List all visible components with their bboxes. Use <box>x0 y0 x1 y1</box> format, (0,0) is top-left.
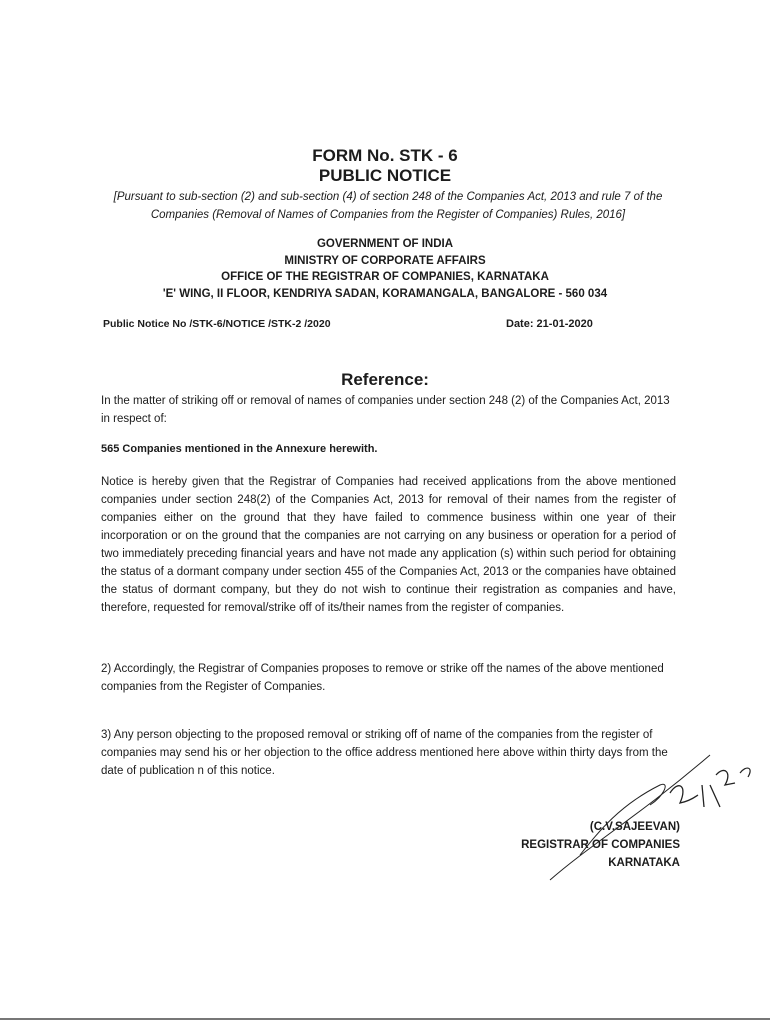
form-title: FORM No. STK - 6 <box>312 146 458 165</box>
signatory-block <box>500 818 680 872</box>
office-line-government: GOVERNMENT OF INDIA <box>316 238 454 250</box>
companies-count-line: 565 Companies mentioned in the Annexure herewith. <box>101 443 378 455</box>
reference-heading: Reference: <box>341 370 429 389</box>
notice-paragraph-1: Notice is hereby given that the Registrar of Companies had received applications from the above mentioned companies under section 248(2) of the Companies Act, 2013 for removal of their names from the register of companies either on the ground that they have failed to commence business within one year of their incorporation or on the ground that the companies are not carrying on any business or operation for a period of two immediately preceding financial years and have not made any application (s) within such period for obtaining the status of a dormant company under section 455 of the Companies Act, 2013 or the companies have obtained the status of dormant company, but they do not wish to continue their registration as companies and have, therefore, requested for removal/strike off of its/their names from the register of companies. <box>101 476 676 614</box>
reference-intro: In the matter of striking off or removal of names of companies under section 248 (2) of the Companies Act, 2013 in respect of: <box>101 395 670 425</box>
notice-date: Date: 21-01-2020 <box>506 318 593 330</box>
office-line-address: 'E' WING, II FLOOR, KENDRIYA SADAN, KORAMANGALA, BANGALORE - 560 034 <box>162 287 608 300</box>
notice-paragraph-2: 2) Accordingly, the Registrar of Companies proposes to remove or strike off the names of the above mentioned companies from the Register of Companies. <box>101 663 664 693</box>
notice-paragraph-3: 3) Any person objecting to the proposed removal or striking off of name of the companies from the register of companies may send his or her objection to the office address mentioned here above within thirty days from the date of publication n of this notice. <box>101 729 668 777</box>
office-address-block <box>0 236 770 302</box>
public-notice-number: Public Notice No /STK-6/NOTICE /STK-2 /2020 <box>103 318 331 330</box>
pursuant-clause: [Pursuant to sub-section (2) and sub-section (4) of section 248 of the Companies Act, 2013 and rule 7 of the Companies (Removal of Names of Companies from the Register of Companies) Rules, 2016] <box>113 191 663 221</box>
signatory-name: (C.V.SAJEEVAN) <box>589 821 680 833</box>
page-bottom-edge <box>0 1018 770 1020</box>
office-line-ministry: MINISTRY OF CORPORATE AFFAIRS <box>284 254 486 267</box>
notice-title: PUBLIC NOTICE <box>318 166 452 185</box>
office-line-registrar: OFFICE OF THE REGISTRAR OF COMPANIES, KARNATAKA <box>221 271 549 283</box>
signatory-location: KARNATAKA <box>608 857 680 869</box>
signatory-designation: REGISTRAR OF COMPANIES <box>521 839 680 851</box>
